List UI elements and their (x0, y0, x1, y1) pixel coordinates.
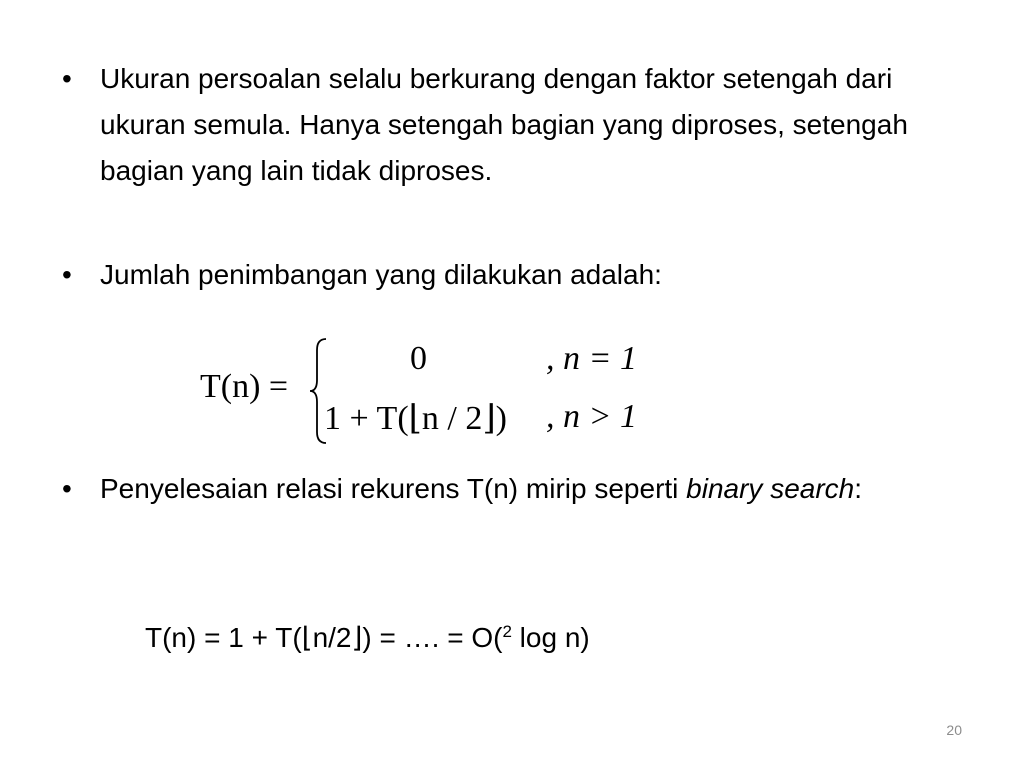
bullet-item (62, 56, 942, 194)
bullet-text-part: : (854, 473, 863, 504)
result-text: log n) (511, 622, 590, 653)
bullet-item (62, 252, 942, 298)
bullet-text-part: Penyelesaian relasi rekurens T(n) mirip seperti (100, 473, 687, 504)
case1-condition: , n = 1 (546, 340, 637, 377)
case1-value: 0 (410, 340, 427, 377)
bullet-text: Jumlah penimbangan yang dilakukan adalah: (100, 259, 662, 290)
bullet-item (62, 466, 942, 512)
result-superscript: 2 (502, 622, 512, 641)
recurrence-equation (200, 336, 660, 446)
bullet-text: Ukuran persoalan selalu berkurang dengan faktor setengah dari ukuran semula. Hanya setengah bagian yang diproses, setengah bagian yang lain tidak diproses. (100, 63, 908, 186)
bullet-dot: • (62, 259, 72, 290)
equation-lhs: T(n) = (200, 368, 289, 405)
page-number: 20 (946, 722, 962, 738)
case2-condition: , n > 1 (546, 398, 637, 435)
bullet-text-italic: binary search (686, 473, 855, 504)
case2-value: 1 + T(⌊n / 2⌋) (324, 400, 507, 437)
result-text: T(n) = 1 + T(⌊n/2⌋) = …. = O( (145, 622, 503, 653)
result-formula (145, 618, 590, 658)
bullet-dot: • (62, 63, 72, 94)
bullet-text (100, 466, 942, 512)
bullet-dot: • (62, 473, 72, 504)
